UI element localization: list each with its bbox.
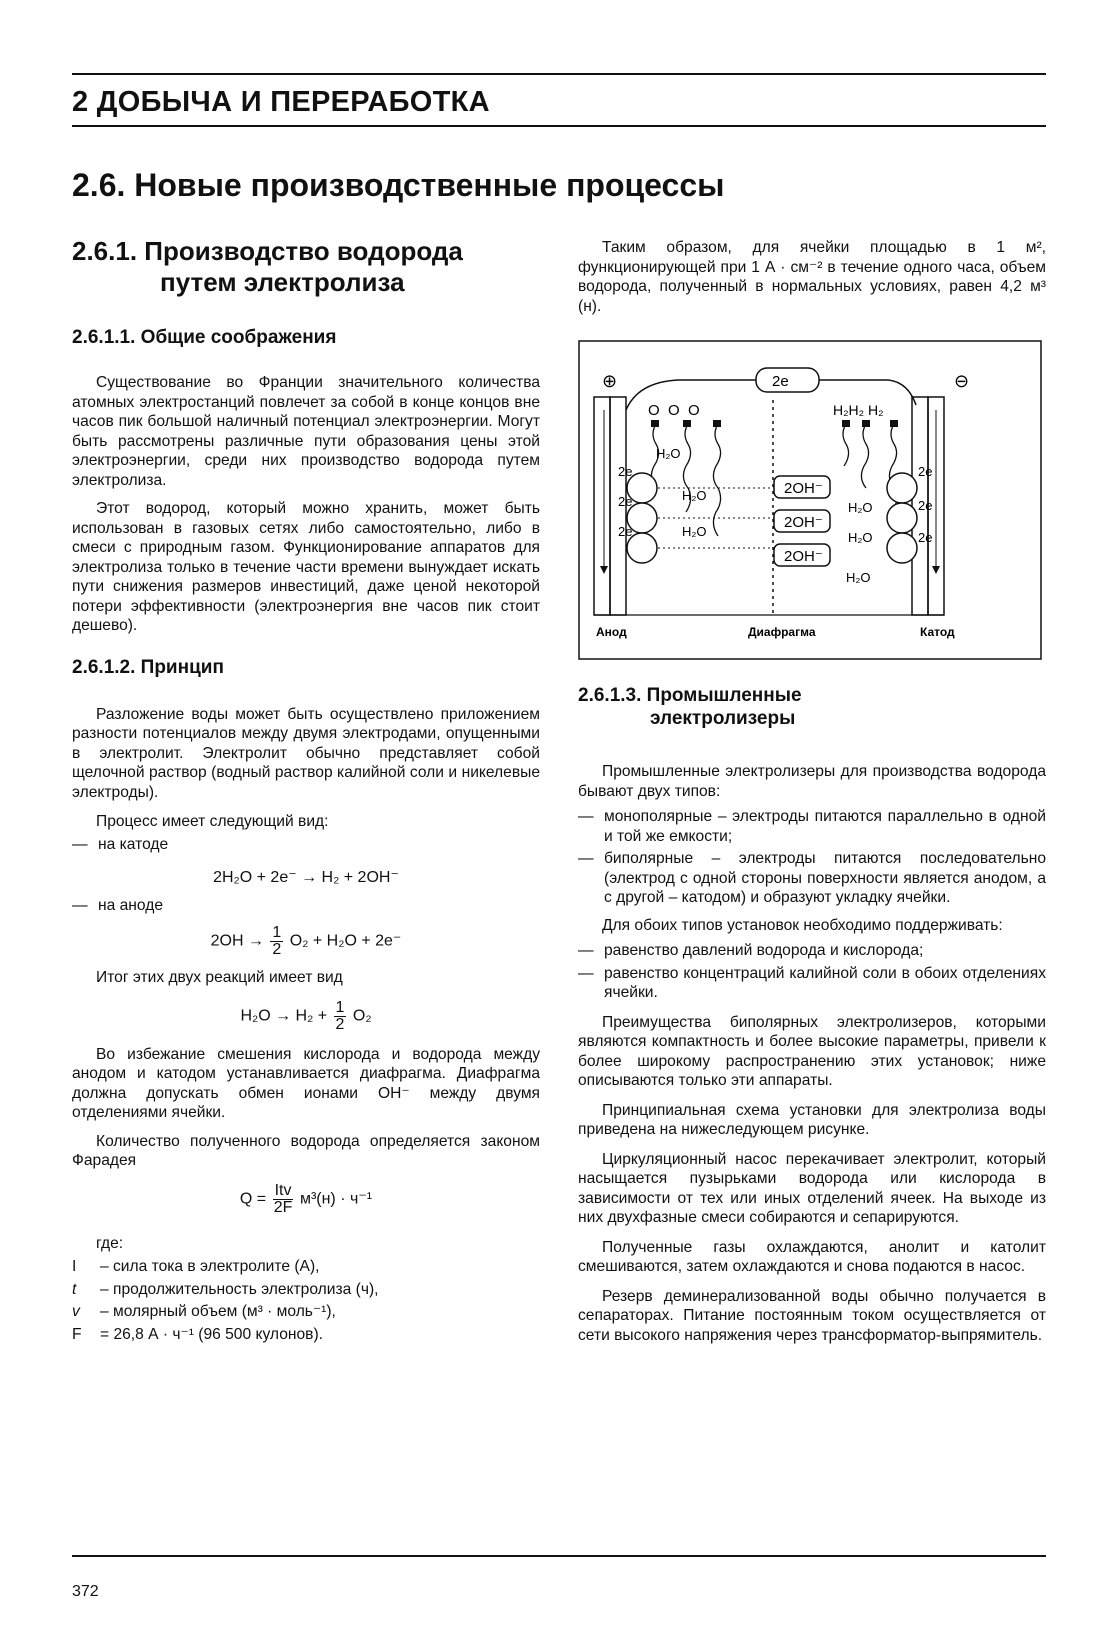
caption-diaphragm: Диафрагма (748, 625, 816, 639)
list-item: — биполярные – электроды питаются последовательно (электрод с одной стороны поверхности является анодом, а с другой – катодом) и образуют укладку ячейки. (578, 849, 1046, 908)
paragraph: Итог этих двух реакций имеет вид (96, 969, 343, 986)
definition-row (72, 1325, 540, 1345)
equation-part: H₂O → H₂ + (240, 1007, 328, 1025)
definition-symbol: t (72, 1280, 77, 1298)
bottom-rule (72, 1555, 1046, 1557)
water-label: H₂O (848, 530, 873, 545)
definition-symbol: F (72, 1325, 82, 1343)
equation-anode (72, 925, 540, 958)
definition-row (72, 1257, 540, 1277)
equation-faraday (72, 1183, 540, 1216)
plus-icon: ⊕ (602, 371, 618, 391)
top-rule (72, 73, 1046, 75)
equation-part: O₂ + H₂O + 2e⁻ (289, 932, 402, 950)
electrons-top-label: 2e (772, 373, 789, 390)
fraction-denominator: 2F (273, 1198, 293, 1216)
paragraph: Таким образом, для ячейки площадью в 1 м², функционирующей при 1 А · см⁻² в течение одного часа, объем водорода, полученный в нормальных условиях, равен 4,2 м³ (н). (578, 239, 1046, 315)
definition-row (72, 1302, 540, 1322)
cathode-label: — на катоде (72, 835, 540, 855)
electron-label: 2e (618, 494, 633, 509)
heading-principle: 2.6.1.2. Принцип (72, 656, 224, 678)
definition-text: = 26,8 А · ч⁻¹ (96 500 кулонов). (100, 1325, 323, 1343)
fraction (273, 1183, 294, 1216)
water-label: H₂O (682, 524, 707, 539)
water-label: H₂O (846, 570, 871, 585)
fraction-denominator: 2 (335, 1015, 345, 1033)
paragraph: Разложение воды может быть осуществлено приложением разности потенциалов между двумя электродами, опущенными в электролит. Электролит обычно представляет собой щелочной раствор (водный раствор калийной соли и никелевые электроды). (72, 705, 540, 801)
electron-label: 2e (918, 464, 933, 479)
page-number: 372 (72, 1583, 99, 1600)
electron-label: 2e (618, 524, 633, 539)
definitions-list (72, 1257, 540, 1344)
subsection-title (72, 236, 540, 298)
right-column-bottom (578, 684, 1046, 1345)
anode-label: — на аноде (72, 896, 540, 916)
fraction-numerator: 1 (335, 998, 345, 1016)
fraction-numerator: Itv (274, 1181, 292, 1199)
where-label: где: (96, 1234, 124, 1252)
subsection-title-line2: путем электролиза (160, 267, 405, 297)
paragraph: Преимущества биполярных электролизеров, которыми являются компактность и более высокие параметры, привели к более широкому распространению этих установок; ниже описываются только эти аппараты. (578, 1013, 1046, 1089)
electron-label: 2e (918, 498, 933, 513)
fraction (270, 925, 283, 958)
definition-symbol: v (72, 1303, 80, 1320)
caption-anode: Анод (596, 625, 627, 639)
paragraph: Циркуляционный насос перекачивает электролит, который насыщается пузырьками водорода или кислорода в зависимости от тех или иных отделений ячеек. На выходе из них двухфазные смеси собираются и сепарируются. (578, 1150, 1046, 1226)
electrolysis-diagram-svg (578, 340, 1042, 660)
paragraph: Полученные газы охлаждаются, анолит и католит смешиваются, затем охлаждаются и снова подаются в насос. (578, 1238, 1046, 1275)
hydroxide-label: 2OH⁻ (784, 514, 823, 531)
hydroxide-label: 2OH⁻ (784, 548, 823, 565)
list-item: — равенство давлений водорода и кислорода; (578, 941, 1046, 961)
equation-total (72, 1000, 540, 1033)
definition-text: – сила тока в электролите (А), (100, 1258, 320, 1275)
right-column-top (578, 238, 1046, 316)
list-item: — равенство концентраций калийной соли в обоих отделениях ячейки. (578, 964, 1046, 1003)
paragraph: Резерв деминерализованной воды обычно получается в сепараторах. Питание постоянным током осуществляется от сети высокого напряжения через трансформатор-выпрямитель. (578, 1287, 1046, 1344)
heading-general: 2.6.1.1. Общие соображения (72, 327, 337, 348)
paragraph: Существование во Франции значительного количества атомных электростанций повлечет за собой в конце концов вне часов пик большой наличный потенциал электроэнергии. Могут быть рассмотрены различные пути образования цены этой электроэнергии, среди них производство водорода путем электролиза. (72, 374, 540, 489)
paragraph: Количество полученного водорода определяется законом Фарадея (72, 1132, 540, 1169)
list-item: — монополярные – электроды питаются параллельно в одной и той же емкости; (578, 807, 1046, 846)
paragraph: Принципиальная схема установки для электролиза воды приведена на нижеследующем рисунке. (578, 1101, 1046, 1138)
paragraph: Процесс имеет следующий вид: (96, 813, 329, 830)
definition-symbol: I (72, 1258, 77, 1275)
fraction-numerator: 1 (272, 924, 282, 941)
chapter-rule (72, 125, 1046, 127)
minus-icon: ⊖ (954, 371, 970, 391)
subsection-title-line1: 2.6.1. Производство водорода (72, 236, 463, 266)
hydroxide-label: 2OH⁻ (784, 480, 823, 497)
definition-row (72, 1280, 540, 1300)
definition-text: – продолжительность электролиза (ч), (100, 1280, 379, 1298)
anode-plate (594, 397, 610, 615)
equation-cathode: 2H₂O + 2e⁻ → H₂ + 2OH⁻ (213, 869, 399, 886)
caption-cathode: Катод (920, 625, 955, 639)
left-column (72, 236, 540, 1344)
water-label: H₂O (848, 500, 873, 515)
oxygen-row-label: O O O (648, 402, 700, 419)
definition-text: – молярный объем (м³ · моль⁻¹), (100, 1303, 336, 1320)
chapter-title: 2 ДОБЫЧА И ПЕРЕРАБОТКА (72, 86, 490, 118)
paragraph: Промышленные электролизеры для производства водорода бывают двух типов: (578, 763, 1046, 800)
heading-industrial (578, 684, 1046, 730)
paragraph: Для обоих типов установок необходимо поддерживать: (602, 916, 1003, 934)
heading-industrial-line1: 2.6.1.3. Промышленные (578, 685, 802, 706)
water-label: H₂O (656, 446, 681, 461)
paragraph: Этот водород, который можно хранить, может быть использован в газовых сетях либо самостоятельно, либо в смеси с природным газом. Функционирование аппаратов для электролиза только в течение части времени вынуждает искать пути снижения размеров инвестиций, даже ценой некоторой потери эффективности (электроэнергия вне часов пик стоит дешево). (72, 500, 540, 634)
electrolysis-diagram (578, 340, 1042, 660)
paragraph: Во избежание смешения кислорода и водорода между анодом и катодом устанавливается диафрагма. Диафрагма должна допускать обмен ионами OH⁻ между двумя отделениями ячейки. (72, 1045, 540, 1121)
electron-label: 2e (618, 464, 633, 479)
heading-industrial-line2: электролизеры (650, 708, 796, 729)
equation-part: м³(н) · ч⁻¹ (299, 1190, 373, 1208)
section-title: 2.6. Новые производственные процессы (72, 167, 725, 203)
fraction (334, 1000, 347, 1033)
requirements-list (578, 941, 1046, 1003)
fraction-denominator: 2 (272, 941, 282, 958)
hydrogen-row-label: H₂H₂ H₂ (833, 402, 884, 418)
electron-label: 2e (918, 530, 933, 545)
equation-part: O₂ (352, 1007, 372, 1025)
equation-part: 2OH → (210, 932, 264, 950)
types-list (578, 807, 1046, 908)
water-label: H₂O (682, 488, 707, 503)
equation-part: Q = (239, 1190, 267, 1208)
